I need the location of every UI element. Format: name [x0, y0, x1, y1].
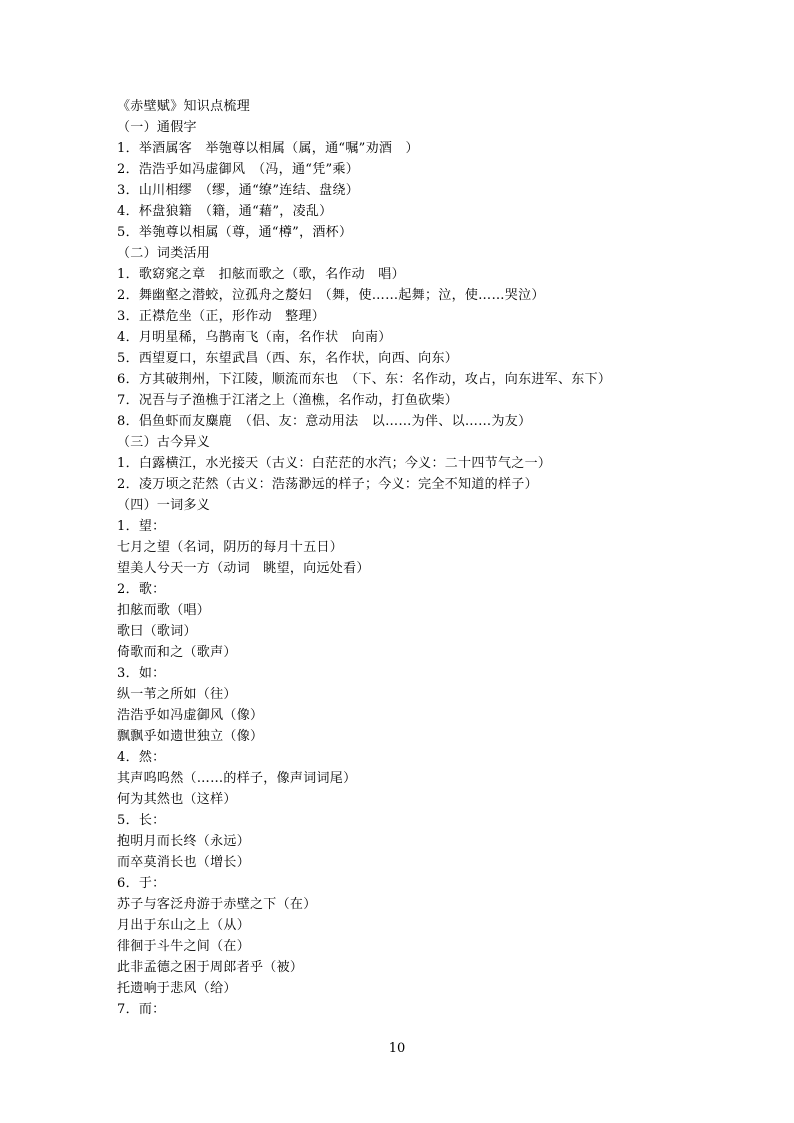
text-line: 苏子与客泛舟游于赤壁之下（在） — [117, 897, 317, 912]
text-line: 1．歌窈窕之章 扣舷而歌之（歌，名作动 唱） — [117, 267, 405, 282]
text-line: 4．杯盘狼籍 （籍，通“藉”，凌乱） — [117, 204, 333, 219]
text-line: 8．侣鱼虾而友麋鹿 （侣、友：意动用法 以……为伴、以……为友） — [117, 414, 532, 429]
subheading-line: 7．而： — [117, 1002, 166, 1017]
text-line: 而卒莫消长也（增长） — [117, 855, 251, 870]
text-line: 5．举匏尊以相属（尊，通“樽”，酒杯） — [117, 225, 353, 240]
text-line: 1．举酒属客 举匏尊以相属（属，通“嘱”劝酒 ） — [117, 141, 419, 156]
text-line: 倚歌而和之（歌声） — [117, 645, 237, 660]
text-line: 6．方其破荆州，下江陵，顺流而东也 （下、东：名作动，攻占，向东进军、东下） — [117, 372, 612, 387]
subheading-line: 6．于： — [117, 876, 166, 891]
text-line: 此非孟德之困于周郎者乎（被） — [117, 960, 304, 975]
text-line: 扣舷而歌（唱） — [117, 603, 211, 618]
section-heading-yiciduoyi: （四）一词多义 — [117, 498, 211, 513]
text-line: 抱明月而长终（永远） — [117, 834, 251, 849]
subheading-line: 1．望： — [117, 519, 166, 534]
text-line: 何为其然也（这样） — [117, 792, 237, 807]
text-line: 七月之望（名词，阴历的每月十五日） — [117, 540, 344, 555]
text-line: 月出于东山之上（从） — [117, 918, 251, 933]
text-line: 歌曰（歌词） — [117, 624, 197, 639]
text-line: 2．浩浩乎如冯虚御风 （冯，通“凭”乘） — [117, 162, 360, 177]
text-line: 3．正襟危坐（正，形作动 整理） — [117, 309, 326, 324]
document-title: 《赤壁赋》知识点梳理 — [117, 99, 251, 114]
text-line: 2．凌万顷之茫然（古义：浩荡渺远的样子；今义：完全不知道的样子） — [117, 477, 538, 492]
subheading-line: 2．歌： — [117, 582, 166, 597]
section-heading-cileihuoyong: （二）词类活用 — [117, 246, 211, 261]
section-heading-tongjiazi: （一）通假字 — [117, 120, 197, 135]
text-line: 5．西望夏口，东望武昌（西、东，名作状，向西、向东） — [117, 351, 459, 366]
page-number: 10 — [388, 1041, 406, 1056]
text-line: 托遗响于悲风（给） — [117, 981, 237, 996]
text-line: 浩浩乎如冯虚御风（像） — [117, 708, 264, 723]
text-line: 飘飘乎如遗世独立（像） — [117, 729, 264, 744]
text-line: 望美人兮天一方（动词 眺望，向远处看） — [117, 561, 370, 576]
text-line: 其声呜呜然（……的样子，像声词词尾） — [117, 771, 357, 786]
text-line: 1．白露横江，水光接天（古义：白茫茫的水汽；今义：二十四节气之一） — [117, 456, 552, 471]
subheading-line: 5．长： — [117, 813, 166, 828]
section-heading-gujinyiyi: （三）古今异义 — [117, 435, 211, 450]
text-line: 纵一苇之所如（往） — [117, 687, 237, 702]
text-line: 7．况吾与子渔樵于江渚之上（渔樵，名作动，打鱼砍柴） — [117, 393, 459, 408]
subheading-line: 3．如： — [117, 666, 166, 681]
text-line: 2．舞幽壑之潜蛟，泣孤舟之嫠妇 （舞，使……起舞；泣，使……哭泣） — [117, 288, 545, 303]
document-body — [117, 96, 677, 1020]
text-line: 3．山川相缪 （缪，通“缭”连结、盘绕） — [117, 183, 360, 198]
text-line: 徘徊于斗牛之间（在） — [117, 939, 251, 954]
subheading-line: 4．然： — [117, 750, 166, 765]
text-line: 4．月明星稀，乌鹊南飞（南，名作状 向南） — [117, 330, 392, 345]
